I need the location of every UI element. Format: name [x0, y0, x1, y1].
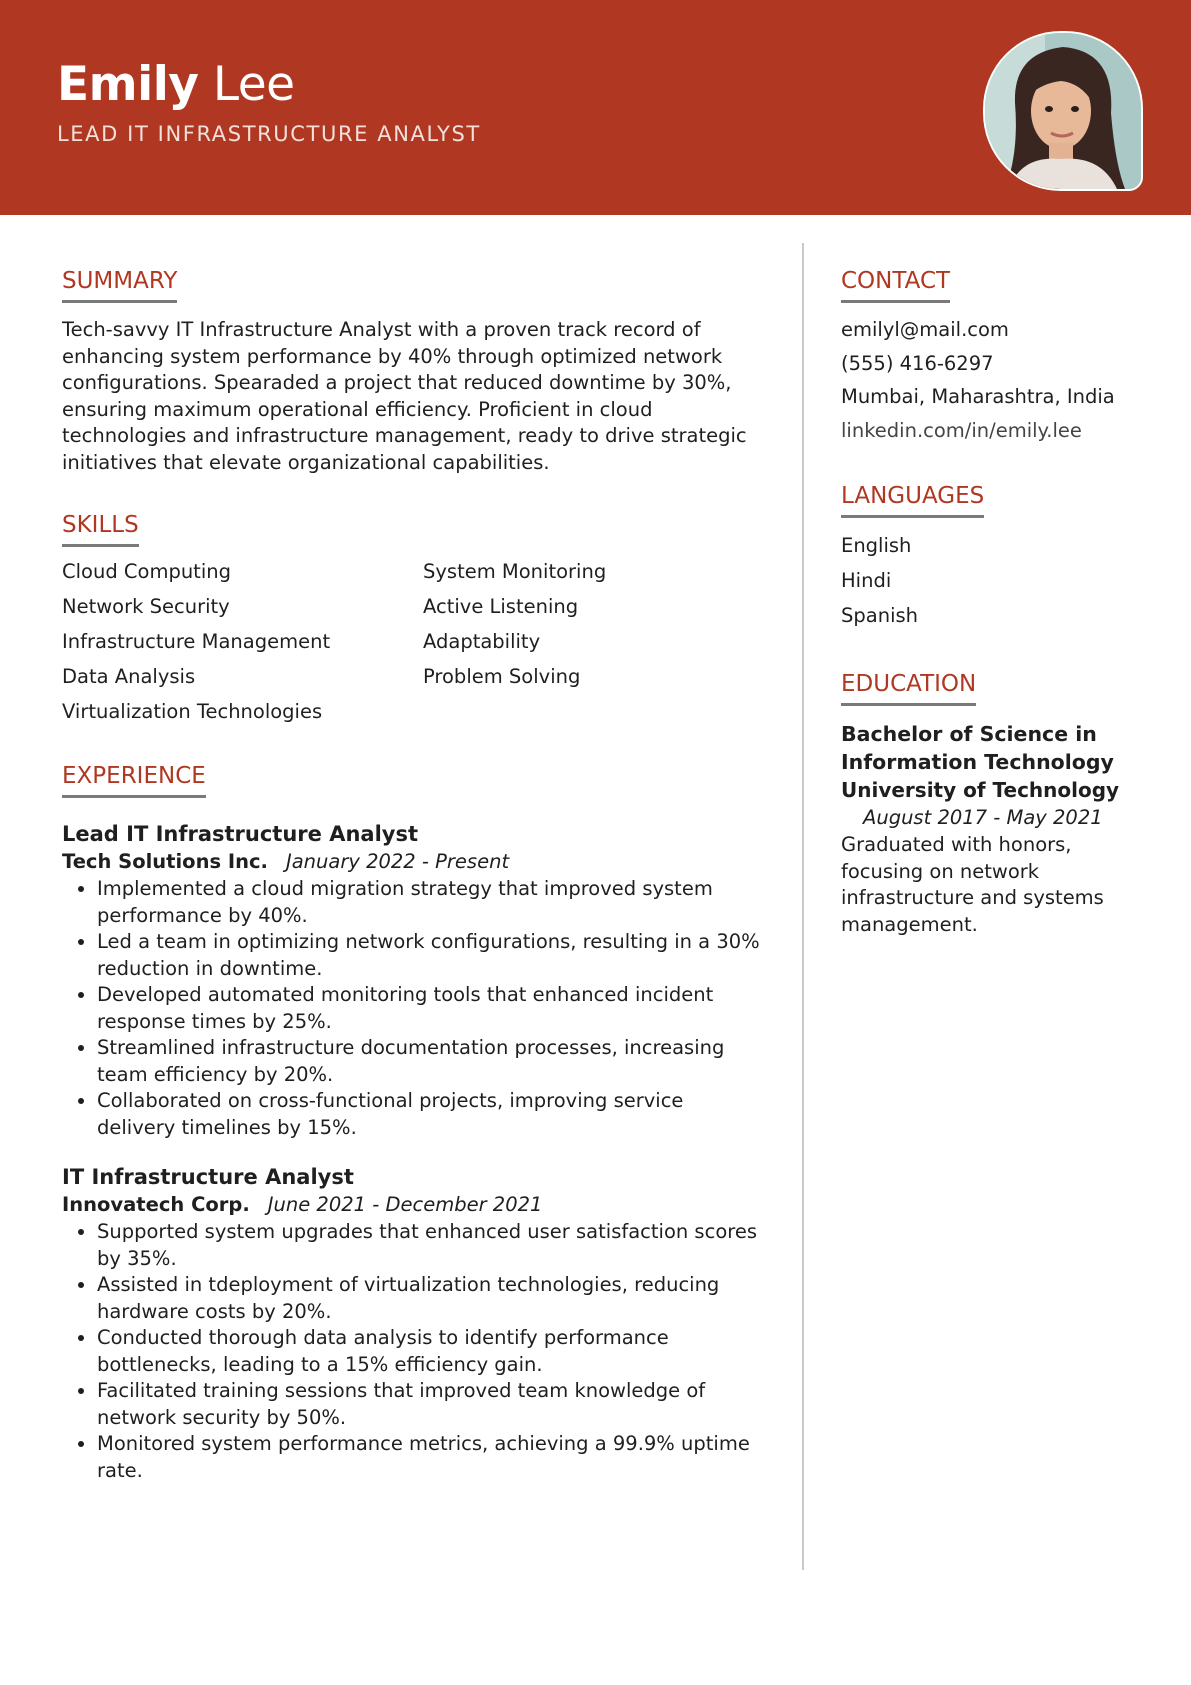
language-item: English: [841, 534, 912, 557]
bullet-item: • Implemented a cloud migration strategy that improved system performance by 40%.: [97, 876, 767, 929]
last-name: Lee: [212, 57, 295, 112]
bullet-item: • Supported system upgrades that enhanced user satisfaction scores by 35%.: [97, 1219, 767, 1272]
skill-item: Problem Solving: [423, 665, 581, 688]
skill-item: Network Security: [62, 595, 230, 618]
contact-heading: CONTACT: [841, 266, 950, 303]
job-title: Lead IT Infrastructure Analyst: [62, 822, 419, 846]
skill-item: Virtualization Technologies: [62, 700, 323, 723]
bullet-item: • Facilitated training sessions that improved team knowledge of network security by 50%.: [97, 1378, 767, 1431]
job-dates: June 2021 - December 2021: [267, 1193, 543, 1216]
bullet-item: • Monitored system performance metrics, achieving a 99.9% uptime rate.: [97, 1431, 767, 1484]
contact-linkedin-link[interactable]: linkedin.com/in/emily.lee: [841, 418, 1082, 442]
contact-phone: (555) 416-6297: [841, 351, 994, 375]
bullet-item: • Streamlined infrastructure documentation processes, increasing team efficiency by 20%.: [97, 1035, 767, 1088]
company-line: [62, 1191, 767, 1219]
job-bullets: [62, 876, 767, 1141]
language-item: Hindi: [841, 569, 892, 592]
first-name: Emily: [57, 57, 199, 112]
skills-heading: SKILLS: [62, 510, 139, 547]
bullet-item: • Assisted in tdeployment of virtualization technologies, reducing hardware costs by 20%.: [97, 1272, 767, 1325]
skill-item: Infrastructure Management: [62, 630, 331, 653]
summary-text: Tech-savvy IT Infrastructure Analyst with a proven track record of enhancing system performance by 40% through optimized network configurations. Spearaded a project that reduced downtime by 30%, ensuring maximum operational efficiency. Proficient in cloud technologies and infrastructure management, ready to drive strategic initiatives that elevate organizational capabilities.: [62, 318, 747, 474]
job-title-header: LEAD IT INFRASTRUCTURE ANALYST: [57, 122, 481, 146]
company-line: [62, 848, 767, 876]
contact-location: Mumbai, Maharashtra, India: [841, 385, 1115, 408]
profile-photo: [983, 31, 1143, 191]
education-dates: August 2017 - May 2021: [863, 806, 1103, 829]
education-degree: Bachelor of Science in Information Technology: [841, 722, 1114, 774]
job-entry: [62, 1163, 767, 1484]
experience-heading: EXPERIENCE: [62, 761, 206, 798]
candidate-name: [57, 55, 295, 115]
experience-section: [62, 761, 767, 1484]
bullet-item: • Developed automated monitoring tools that enhanced incident response times by 25%.: [97, 982, 767, 1035]
sidebar-column: [841, 266, 1141, 938]
company-name: Innovatech Corp.: [62, 1193, 250, 1216]
contact-section: [841, 266, 1141, 447]
skill-item: Adaptability: [423, 630, 541, 653]
portrait-illustration: [985, 33, 1141, 189]
skill-item: Cloud Computing: [62, 560, 231, 583]
skill-item: System Monitoring: [423, 560, 607, 583]
summary-heading: SUMMARY: [62, 266, 177, 303]
skill-item: Data Analysis: [62, 665, 196, 688]
job-bullets: [62, 1219, 767, 1484]
bullet-item: • Collaborated on cross-functional projects, improving service delivery timelines by 15%.: [97, 1088, 767, 1141]
job-entry: [62, 820, 767, 1141]
skills-list: [62, 559, 767, 725]
company-name: Tech Solutions Inc.: [62, 850, 268, 873]
job-title: IT Infrastructure Analyst: [62, 1165, 354, 1189]
languages-section: [841, 481, 1141, 633]
education-school: University of Technology: [841, 778, 1120, 802]
job-dates: January 2022 - Present: [285, 850, 510, 873]
language-item: Spanish: [841, 604, 919, 627]
education-description: Graduated with honors, focusing on network infrastructure and systems management.: [841, 833, 1104, 936]
skill-item: Active Listening: [423, 595, 579, 618]
contact-email[interactable]: emilyl@mail.com: [841, 318, 1009, 341]
column-divider: [802, 243, 804, 1570]
bullet-item: • Conducted thorough data analysis to identify performance bottlenecks, leading to a 15% efficiency gain.: [97, 1325, 767, 1378]
skills-section: [62, 510, 767, 725]
main-column: [62, 266, 767, 1484]
education-section: [841, 669, 1141, 938]
summary-section: [62, 266, 767, 476]
languages-heading: LANGUAGES: [841, 481, 984, 518]
education-heading: EDUCATION: [841, 669, 976, 706]
header-banner: [0, 0, 1191, 215]
bullet-item: • Led a team in optimizing network configurations, resulting in a 30% reduction in downtime.: [97, 929, 767, 982]
